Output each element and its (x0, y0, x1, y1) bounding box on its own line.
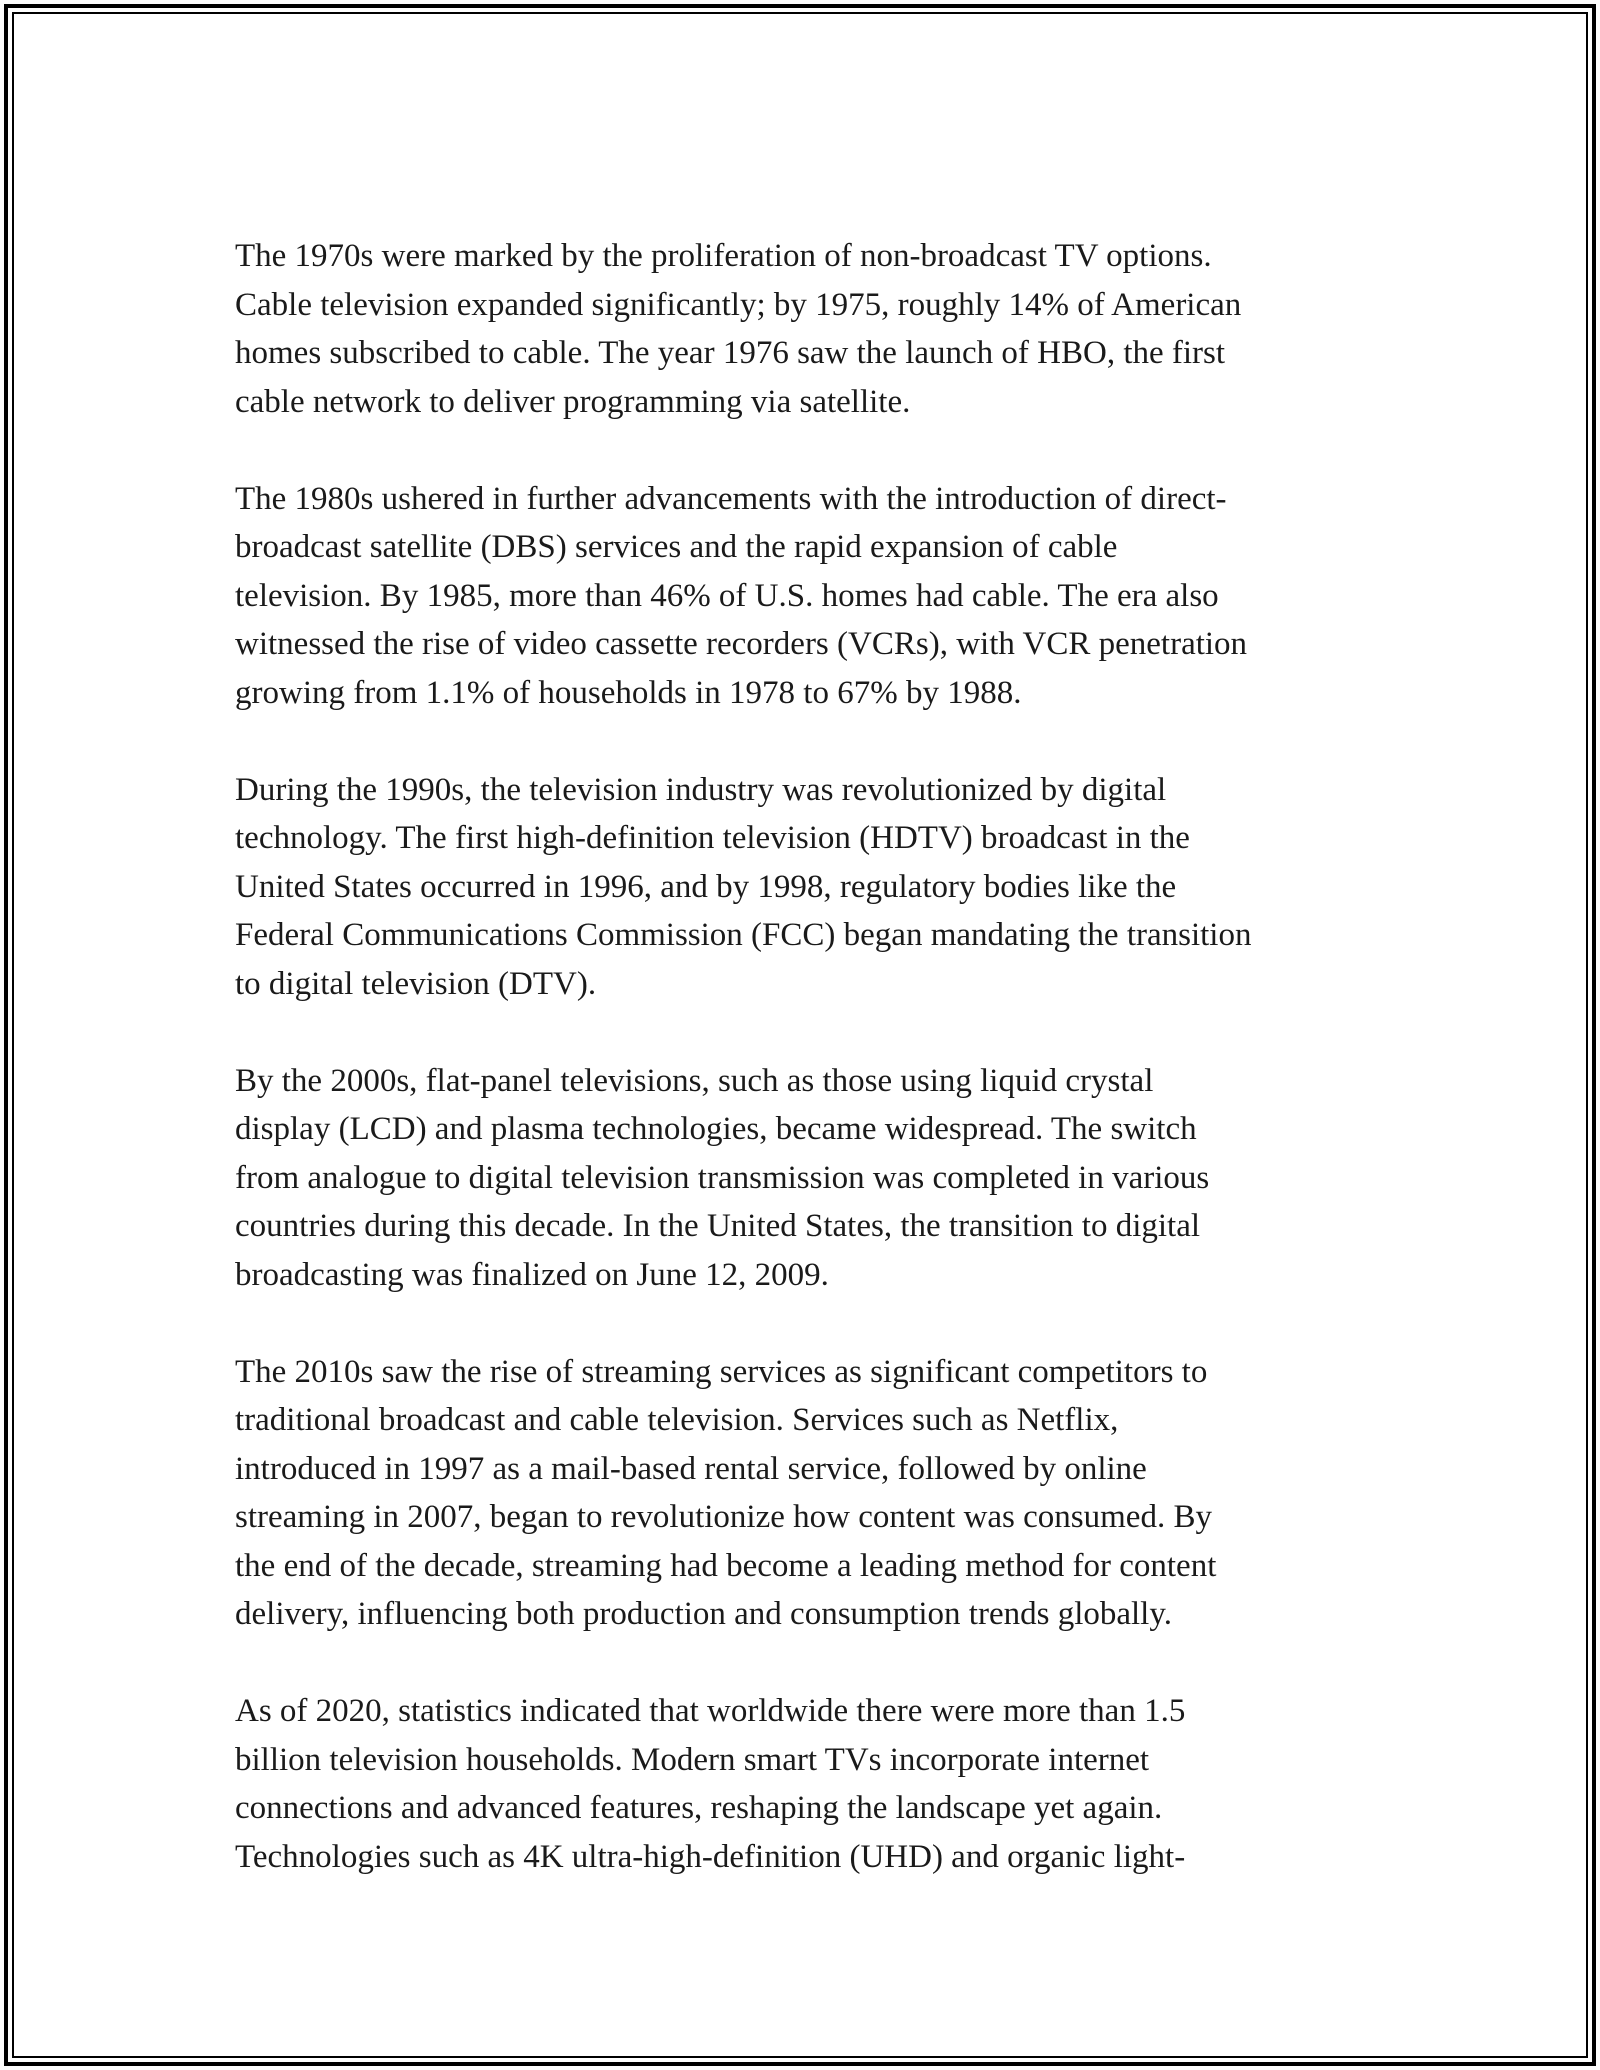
document-body (235, 232, 1375, 1930)
paragraph-1970s: The 1970s were marked by the proliferation of non-broadcast TV options. Cable television expanded significantly; by 1975, roughly 14% of American homes subscribed to cable. The year 1976 saw the launch of HBO, the first cable network to deliver programming via satellite. (235, 238, 1242, 420)
paragraph-1980s: The 1980s ushered in further advancements with the introduction of direct- broadcast satellite (DBS) services and the rapid expansion of cable television. By 1985, more than 46% of U.S. homes had cable. The era also witnessed the rise of video cassette recorders (VCRs), with VCR penetration growing from 1.1% of households in 1978 to 67% by 1988. (235, 480, 1248, 711)
paragraph-2010s: The 2010s saw the rise of streaming services as significant competitors to traditional broadcast and cable television. Services such as Netflix, introduced in 1997 as a mail-based rental service, followed by online streaming in 2007, began to revolutionize how content was consumed. By the end of the decade, streaming had become a leading method for content delivery, influencing both production and consumption trends globally. (235, 1353, 1217, 1632)
paragraph-2000s: By the 2000s, flat-panel televisions, such as those using liquid crystal display (LCD) and plasma technologies, became widespread. The switch from analogue to digital television transmission was completed in various countries during this decade. In the United States, the transition to digital broadcasting was finalized on June 12, 2009. (235, 1062, 1210, 1293)
paragraph-1990s: During the 1990s, the television industry was revolutionized by digital technology. The first high-definition television (HDTV) broadcast in the United States occurred in 1996, and by 1998, regulatory bodies like the Federal Communications Commission (FCC) began mandating the transition to digital television (DTV). (235, 771, 1252, 1002)
paragraph-2020: As of 2020, statistics indicated that worldwide there were more than 1.5 billion television households. Modern smart TVs incorporate internet connections and advanced features, reshaping the landscape yet again. Technologies such as 4K ultra-high-definition (UHD) and organic light- (235, 1693, 1186, 1875)
